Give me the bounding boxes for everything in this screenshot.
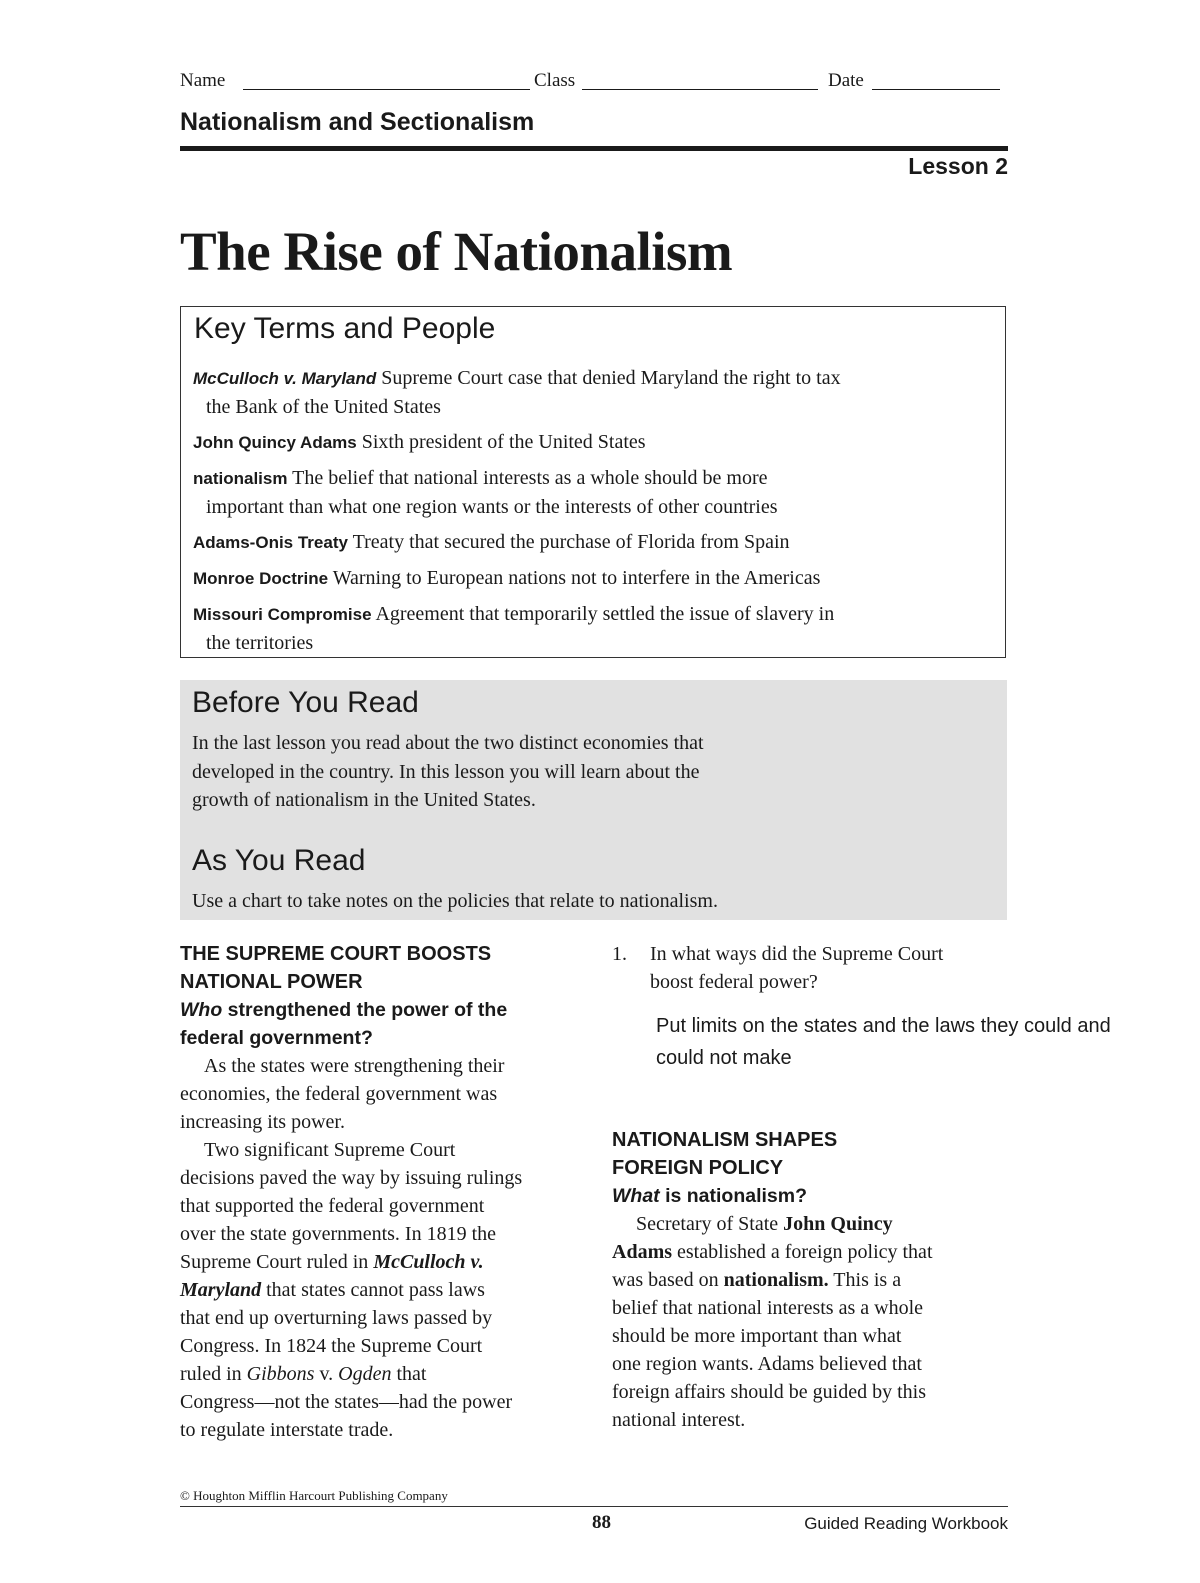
key-term-definition: Agreement that temporarily settled the issue of slavery in xyxy=(375,603,835,625)
footer-rule xyxy=(180,1506,1008,1507)
copyright-notice: © Houghton Mifflin Harcourt Publishing Company xyxy=(180,1488,448,1503)
page-number: 88 xyxy=(592,1512,611,1533)
section-heading: NATIONALISM SHAPES xyxy=(612,1129,838,1151)
key-term-name: Adams-Onis Treaty xyxy=(193,533,348,552)
before-you-read-line: growth of nationalism in the United States. xyxy=(192,789,536,811)
before-you-read-line: developed in the country. In this lesson you will learn about the xyxy=(192,760,700,783)
header-rule xyxy=(180,146,1008,151)
before-you-read-line: In the last lesson you read about the two distinct economies that xyxy=(192,732,704,754)
key-term-name: nationalism xyxy=(193,469,288,488)
unit-title: Nationalism and Sectionalism xyxy=(180,108,535,136)
before-you-read-heading: Before You Read xyxy=(192,686,419,719)
key-term-definition-cont: important than what one region wants or the interests of other countries xyxy=(206,496,778,518)
lesson-label: Lesson 2 xyxy=(908,153,1008,179)
key-term-name: McCulloch v. Maryland xyxy=(193,369,377,388)
section-question: What is nationalism? xyxy=(612,1185,808,1207)
paragraph: Two significant Supreme Court decisions paved the way by issuing rulings that supported the federal government over the state governments. In 1819 the Supreme Court ruled in McCulloch v. Maryland that states cannot pass laws that end up overturning laws passed by Congress. In 1824 the Supreme Court ruled in Gibbons v. Ogden that Congress—not the states—had the power to regulate interstate trade. xyxy=(180,1139,523,1441)
section-question: federal government? xyxy=(180,1027,373,1049)
key-term-definition: The belief that national interests as a whole should be more xyxy=(292,467,768,489)
section-supreme-court xyxy=(180,940,590,1444)
date-label: Date xyxy=(828,70,864,91)
key-term-definition: Sixth president of the United States xyxy=(361,431,646,453)
key-term-item xyxy=(193,428,993,457)
section-question: Who strengthened the power of the xyxy=(180,999,508,1021)
section-heading: FOREIGN POLICY xyxy=(612,1157,784,1179)
key-term-definition: Supreme Court case that denied Maryland the right to tax xyxy=(381,367,841,389)
question-number: 1. xyxy=(612,943,627,965)
date-field[interactable] xyxy=(872,71,1000,90)
class-field[interactable] xyxy=(582,71,818,90)
key-term-name: John Quincy Adams xyxy=(193,433,357,452)
key-term-definition-cont: the Bank of the United States xyxy=(206,396,441,418)
section-heading: THE SUPREME COURT BOOSTS xyxy=(180,943,492,965)
answer-field[interactable]: Put limits on the states and the laws they could and could not make xyxy=(656,1015,1111,1069)
page-title: The Rise of Nationalism xyxy=(180,221,733,282)
as-you-read-heading: As You Read xyxy=(192,844,366,877)
workbook-title: Guided Reading Workbook xyxy=(804,1514,1008,1533)
name-field[interactable] xyxy=(243,71,530,90)
key-term-name: Monroe Doctrine xyxy=(193,569,329,588)
class-label: Class xyxy=(534,70,576,91)
section-foreign-policy xyxy=(612,1126,1012,1434)
key-term-item xyxy=(193,364,993,421)
before-you-read-text xyxy=(192,729,852,815)
key-term-definition: Treaty that secured the purchase of Florida from Spain xyxy=(352,531,790,553)
as-you-read-text: Use a chart to take notes on the policies that relate to nationalism. xyxy=(192,890,718,912)
question-text: In what ways did the Supreme Court boost federal power? xyxy=(650,943,944,993)
key-term-definition: Warning to European nations not to interfere in the Americas xyxy=(332,567,821,589)
key-term-item xyxy=(193,564,993,593)
key-terms-heading: Key Terms and People xyxy=(194,312,496,345)
name-label: Name xyxy=(180,70,226,91)
key-term-item xyxy=(193,600,993,657)
key-term-name: Missouri Compromise xyxy=(193,605,372,624)
paragraph: As the states were strengthening their economies, the federal government was increasing its power. xyxy=(180,1055,505,1133)
key-term-item xyxy=(193,464,993,521)
paragraph: Secretary of State John Quincy Adams established a foreign policy that was based on nationalism. This is a belief that national interests as a whole should be more important than what one region wants. Adams believed that foreign affairs should be guided by this national interest. xyxy=(612,1213,933,1431)
key-term-definition-cont: the territories xyxy=(206,632,314,654)
key-term-item xyxy=(193,528,993,557)
section-heading: NATIONAL POWER xyxy=(180,971,363,993)
